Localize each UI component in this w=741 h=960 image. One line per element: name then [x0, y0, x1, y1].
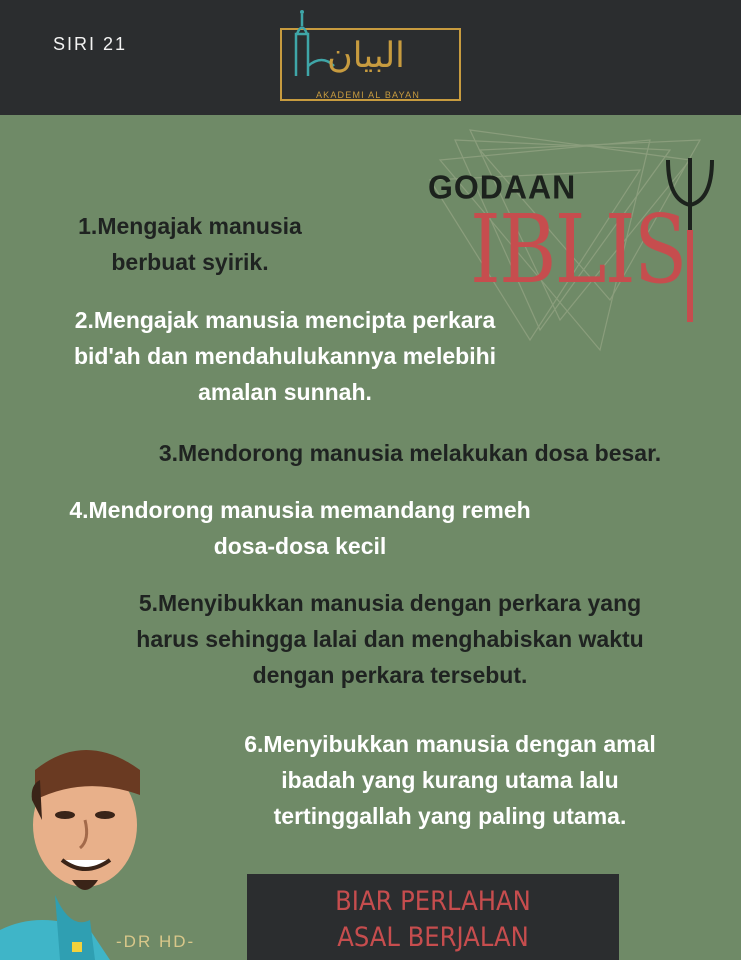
motto-line-2: ASAL BERJALAN	[337, 922, 529, 953]
list-item-1: 1.Mengajak manusia berbuat syirik.	[78, 213, 302, 275]
motto-line-1: BIAR PERLAHAN	[335, 886, 531, 917]
akademi-al-bayan-logo	[272, 6, 464, 104]
logo-arabic-text: البيان	[327, 36, 405, 76]
list-item-4: 4.Mendorong manusia memandang remeh dosa-dosa kecil	[69, 497, 531, 559]
series-label: SIRI 21	[53, 34, 128, 54]
list-item-2: 2.Mengajak manusia mencipta perkara bid'ah dan mendahulukannya melebihi amalan sunnah.	[73, 307, 497, 405]
title-iblis: IBLIS	[470, 195, 686, 305]
list-item-5: 5.Menyibukkan manusia dengan perkara yang harus sehingga lalai dan menghabiskan waktu dengan perkara tersebut.	[136, 590, 644, 688]
caricature-avatar	[0, 730, 160, 960]
motto-box	[247, 874, 619, 960]
title-godaan: GODAAN	[428, 168, 577, 206]
author-signature: -DR HD-	[116, 932, 196, 951]
list-item-6: 6.Menyibukkan manusia dengan amal ibadah yang kurang utama lalu tertinggallah yang paling utama.	[244, 731, 656, 829]
list-item-3: 3.Mendorong manusia melakukan dosa besar.	[158, 440, 662, 466]
logo-subtitle: AKADEMI AL BAYAN	[315, 90, 421, 100]
header-bar	[0, 0, 741, 115]
